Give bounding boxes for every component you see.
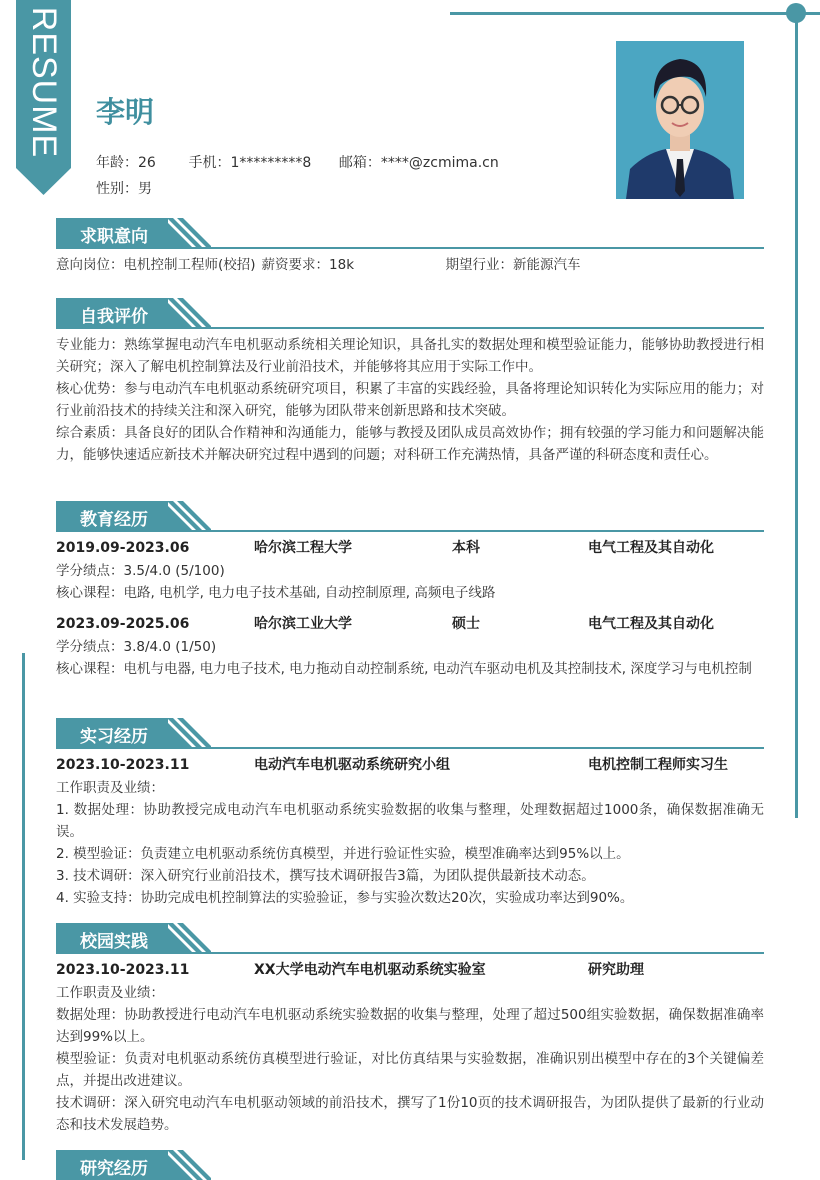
contact-row	[96, 152, 499, 172]
campus-row	[56, 959, 764, 982]
education-row	[56, 537, 764, 560]
stripes-icon	[151, 218, 211, 248]
section-header	[56, 718, 764, 748]
role: 电机控制工程师实习生	[588, 757, 728, 773]
duty-item: 1. 数据处理：协助教授完成电动汽车电机驱动系统实验数据的收集与整理，处理数据超过1000条，确保数据准确无误。	[56, 802, 764, 840]
intended-position: 意向岗位：电机控制工程师(校招)	[56, 257, 256, 273]
candidate-name: 李明	[96, 95, 155, 129]
degree: 本科	[452, 540, 480, 556]
eval-paragraph: 核心优势：参与电动汽车电机驱动系统研究项目，积累了丰富的实践经验，具备将理论知识转化为实际应用的能力；对行业前沿技术的持续关注和深入研究，能够为团队带来创新思路和技术突破。	[56, 381, 764, 419]
section-title: 教育经历	[80, 510, 148, 530]
courses: 核心课程：电机与电器, 电力电子技术, 电力拖动自动控制系统, 电动汽车驱动电机及其控制技术, 深度学习与电机控制	[56, 661, 752, 677]
period: 2019.09-2023.06	[56, 540, 190, 556]
section-job-intent	[56, 218, 764, 276]
stripes-icon	[151, 718, 211, 748]
organization: 电动汽车电机驱动系统研究小组	[254, 757, 450, 773]
profile-photo	[616, 41, 744, 199]
gpa: 学分绩点：3.8/4.0 (1/50)	[56, 639, 217, 655]
duty-label: 工作职责及业绩：	[56, 985, 164, 1001]
stripes-icon	[151, 501, 211, 531]
school: 哈尔滨工程大学	[254, 540, 352, 556]
role: 研究助理	[588, 962, 644, 978]
salary: 薪资要求：18k	[261, 257, 355, 273]
section-self-eval	[56, 298, 764, 466]
period: 2023.10-2023.11	[56, 962, 190, 978]
period: 2023.10-2023.11	[56, 757, 190, 773]
duty-item: 数据处理：协助教授进行电动汽车电机驱动系统实验数据的收集与整理，处理了超过500组实验数据，确保数据准确率达到99%以上。	[56, 1007, 764, 1045]
email-label: 邮箱：	[338, 155, 381, 171]
section-header	[56, 501, 764, 531]
job-intent-row	[56, 254, 764, 276]
duty-item: 2. 模型验证：负责建立电机驱动系统仿真模型，并进行验证性实验，模型准确率达到95%以上。	[56, 846, 630, 862]
email-value: ****@zcmima.cn	[380, 155, 499, 171]
period: 2023.09-2025.06	[56, 616, 190, 632]
industry: 期望行业：新能源汽车	[445, 257, 581, 273]
major: 电气工程及其自动化	[588, 540, 714, 556]
duty-item: 技术调研：深入研究电动汽车电机驱动领域的前沿技术，撰写了1份10页的技术调研报告，为团队提供了最新的行业动态和技术发展趋势。	[56, 1095, 764, 1133]
duty-item: 3. 技术调研：深入研究行业前沿技术，撰写技术调研报告3篇，为团队提供最新技术动态。	[56, 868, 595, 884]
gender-row	[96, 178, 152, 198]
education-row	[56, 613, 764, 636]
phone-value: 1*********8	[230, 155, 312, 171]
section-education	[56, 501, 764, 680]
decor-left-line	[22, 653, 25, 1160]
stripes-icon	[151, 298, 211, 328]
phone-label: 手机：	[188, 155, 231, 171]
section-internship	[56, 718, 764, 909]
section-title: 求职意向	[80, 227, 148, 247]
gender-label: 性别：	[96, 181, 138, 197]
degree: 硕士	[452, 616, 480, 632]
duty-item: 模型验证：负责对电机驱动系统仿真模型进行验证，对比仿真结果与实验数据，准确识别出模型中存在的3个关键偏差点，并提出改进建议。	[56, 1051, 764, 1089]
courses: 核心课程：电路, 电机学, 电力电子技术基础, 自动控制原理, 高频电子线路	[56, 585, 496, 601]
section-header	[56, 298, 764, 328]
section-header	[56, 923, 764, 953]
duty-item: 4. 实验支持：协助完成电机控制算法的实验验证，参与实验次数达20次，实验成功率达到90%。	[56, 890, 634, 906]
eval-paragraph: 专业能力：熟练掌握电动汽车电机驱动系统相关理论知识，具备扎实的数据处理和模型验证能力，能够协助教授进行相关研究；深入了解电机控制算法及行业前沿技术，并能够将其应用于实际工作中。	[56, 337, 764, 375]
section-header	[56, 218, 764, 248]
internship-row	[56, 754, 764, 777]
major: 电气工程及其自动化	[588, 616, 714, 632]
section-title: 研究经历	[80, 1159, 148, 1179]
decor-dot	[786, 3, 806, 23]
decor-right-line	[795, 12, 798, 818]
age-value: 26	[138, 155, 156, 171]
section-title: 校园实践	[80, 932, 148, 952]
gender-value: 男	[138, 181, 152, 197]
decor-top-line	[450, 12, 820, 15]
section-campus	[56, 923, 764, 1136]
organization: XX大学电动汽车电机驱动系统实验室	[254, 962, 486, 978]
section-research	[56, 1150, 764, 1180]
stripes-icon	[151, 923, 211, 953]
stripes-icon	[151, 1150, 211, 1180]
age-label: 年龄：	[96, 155, 138, 171]
school: 哈尔滨工业大学	[254, 616, 352, 632]
eval-paragraph: 综合素质：具备良好的团队合作精神和沟通能力，能够与教授及团队成员高效协作；拥有较强的学习能力和问题解决能力，能够快速适应新技术并解决研究过程中遇到的问题；对科研工作充满热情，具备严谨的科研态度和责任心。	[56, 425, 764, 463]
resume-ribbon-label: RESUME	[25, 6, 63, 159]
section-title: 自我评价	[80, 307, 148, 327]
section-header	[56, 1150, 764, 1180]
gpa: 学分绩点：3.5/4.0 (5/100)	[56, 563, 225, 579]
duty-label: 工作职责及业绩：	[56, 780, 164, 796]
section-title: 实习经历	[80, 727, 148, 747]
